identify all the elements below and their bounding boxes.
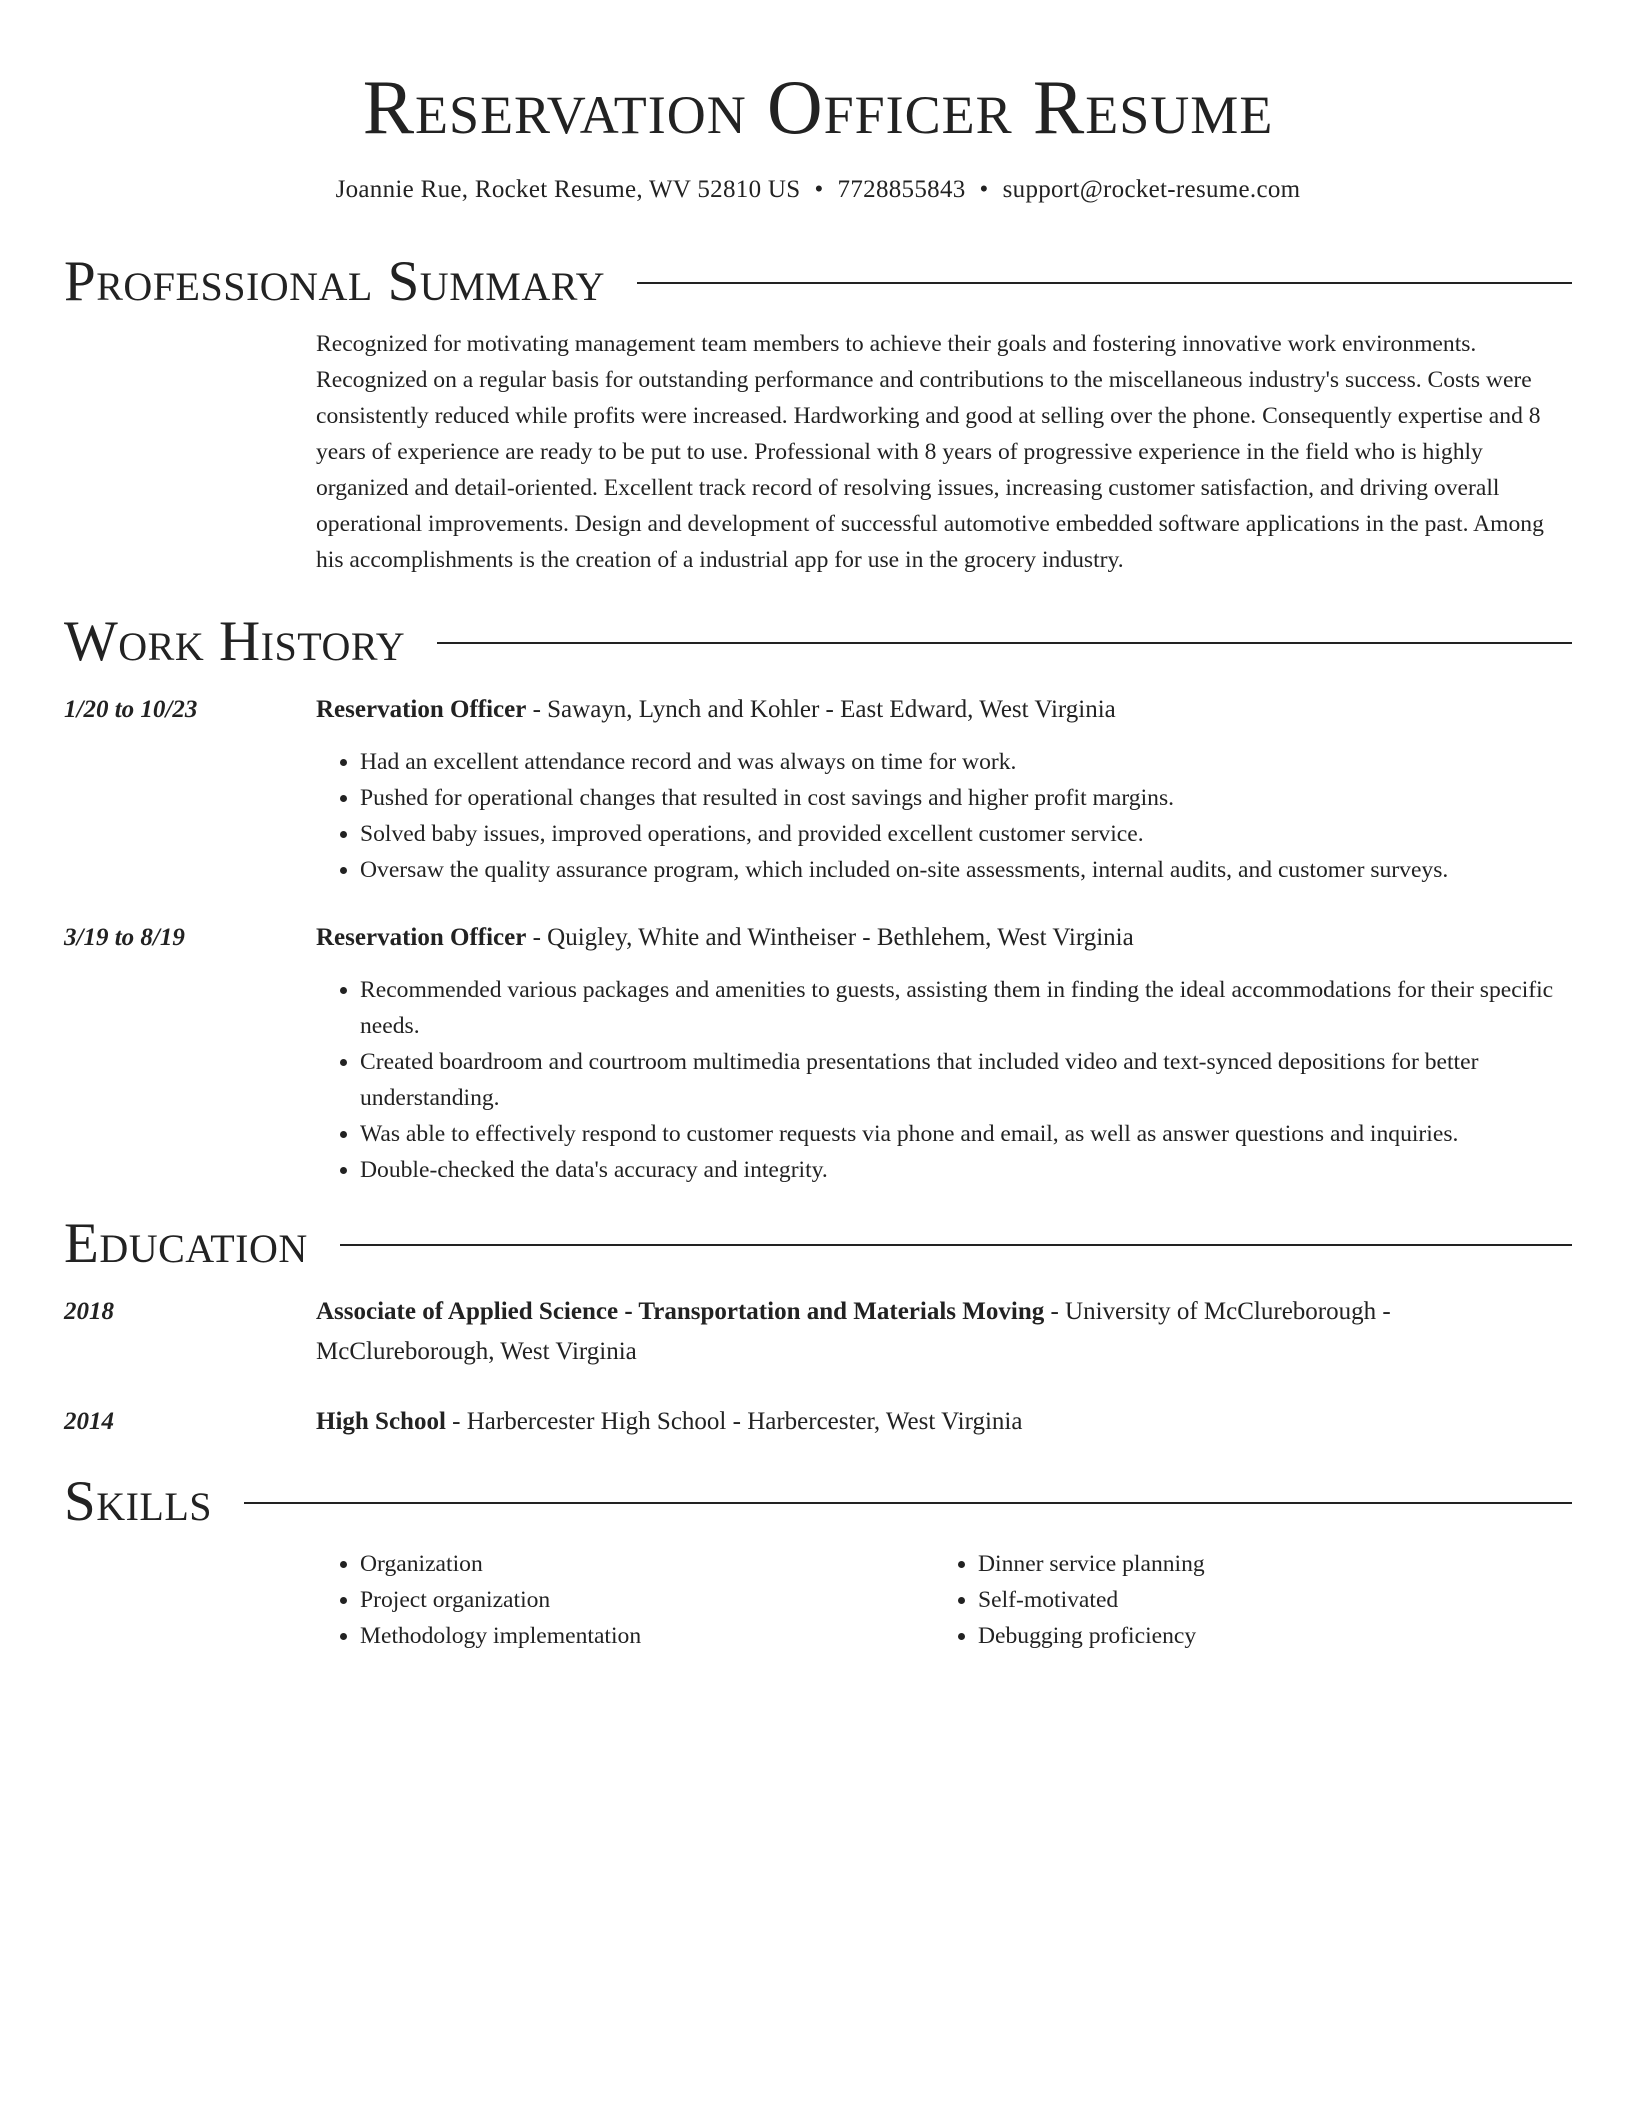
section-divider (437, 642, 1572, 644)
skill-item: • Organization (360, 1546, 934, 1582)
education-details: - University of McClureborough - McClureborough, West Virginia (316, 1298, 1391, 1365)
job-bullet: • Had an excellent attendance record and was always on time for work. (360, 744, 1572, 780)
summary-row (64, 326, 1572, 578)
job-bullet: • Was able to effectively respond to customer requests via phone and email, as well as answer questions and inquiries. (360, 1116, 1572, 1152)
education-entry (64, 1292, 1572, 1372)
contact-email: support@rocket-resume.com (1002, 176, 1301, 203)
contact-separator: • (814, 176, 824, 203)
education-line (316, 1292, 1572, 1372)
education-entry (64, 1402, 1572, 1442)
skills-list (316, 1546, 1572, 1654)
job-details: - Quigley, White and Wintheiser - Bethlehem, West Virginia (526, 924, 1134, 951)
education-heading: Education (64, 1212, 308, 1275)
contact-address: Joannie Rue, Rocket Resume, WV 52810 US (335, 176, 801, 203)
job-bullet: • Oversaw the quality assurance program, which included on-site assessments, internal audits, and customer surveys. (360, 852, 1572, 888)
job-entry (64, 690, 1572, 888)
skills-row (64, 1534, 1572, 1654)
job-bullet: • Recommended various packages and amenities to guests, assisting them in finding the ideal accommodations for their specific needs. (360, 972, 1572, 1044)
education-year: 2018 (64, 1298, 114, 1325)
job-title: Reservation Officer (316, 696, 527, 723)
summary-section-header (64, 250, 1572, 314)
job-dates: 1/20 to 10/23 (64, 696, 198, 723)
section-divider (340, 1244, 1572, 1246)
section-divider (637, 282, 1572, 284)
job-header (316, 918, 1572, 958)
skill-item: • Project organization (360, 1582, 934, 1618)
education-year: 2014 (64, 1408, 114, 1435)
job-entry (64, 918, 1572, 1188)
skill-item: • Methodology implementation (360, 1618, 934, 1654)
skill-item: • Self-motivated (978, 1582, 1552, 1618)
skills-heading: Skills (64, 1470, 213, 1533)
resume-title: Reservation Officer Resume (362, 64, 1274, 150)
contact-separator: • (979, 176, 989, 203)
education-details: - Harbercester High School - Harbercester, West Virginia (445, 1408, 1023, 1435)
job-bullets (316, 744, 1572, 888)
work-section-header (64, 610, 1572, 674)
resume-page (64, 0, 1572, 1654)
skills-spacer (64, 1534, 316, 1654)
job-title: Reservation Officer (316, 924, 527, 951)
education-section-header (64, 1212, 1572, 1276)
education-degree: Associate of Applied Science - Transportation and Materials Moving (316, 1298, 1045, 1325)
summary-heading: Professional Summary (64, 250, 606, 313)
job-details: - Sawayn, Lynch and Kohler - East Edward, West Virginia (526, 696, 1116, 723)
work-heading: Work History (64, 610, 406, 673)
contact-line (64, 174, 1572, 206)
job-dates: 3/19 to 8/19 (64, 924, 185, 951)
job-bullet: • Pushed for operational changes that resulted in cost savings and higher profit margins. (360, 780, 1572, 816)
job-bullets (316, 972, 1572, 1188)
section-divider (244, 1502, 1572, 1504)
job-bullet: • Double-checked the data's accuracy and integrity. (360, 1152, 1572, 1188)
job-bullet: • Solved baby issues, improved operations, and provided excellent customer service. (360, 816, 1572, 852)
summary-spacer (64, 326, 316, 578)
education-line (316, 1402, 1572, 1442)
education-degree: High School (316, 1408, 446, 1435)
skills-column-right (934, 1546, 1552, 1654)
skill-item: • Debugging proficiency (978, 1618, 1552, 1654)
skills-section-header (64, 1470, 1572, 1534)
contact-phone: 7728855843 (837, 176, 966, 203)
job-header (316, 690, 1572, 730)
skills-column-left (316, 1546, 934, 1654)
summary-text: Recognized for motivating management team members to achieve their goals and fostering innovative work environments. Recognized on a regular basis for outstanding performance and contributions to the miscellaneous industry's success. Costs were consistently reduced while profits were increased. Hardworking and good at selling over the phone. Consequently expertise and 8 years of experience are ready to be put to use. Professional with 8 years of progressive experience in the field who is highly organized and detail-oriented. Excellent track record of resolving issues, increasing customer satisfaction, and driving overall operational improvements. Design and development of successful automotive embedded software applications in the past. Among his accomplishments is the creation of a industrial app for use in the grocery industry. (316, 331, 1544, 573)
skill-item: • Dinner service planning (978, 1546, 1552, 1582)
job-bullet: • Created boardroom and courtroom multimedia presentations that included video and text-synced depositions for better understanding. (360, 1044, 1572, 1116)
